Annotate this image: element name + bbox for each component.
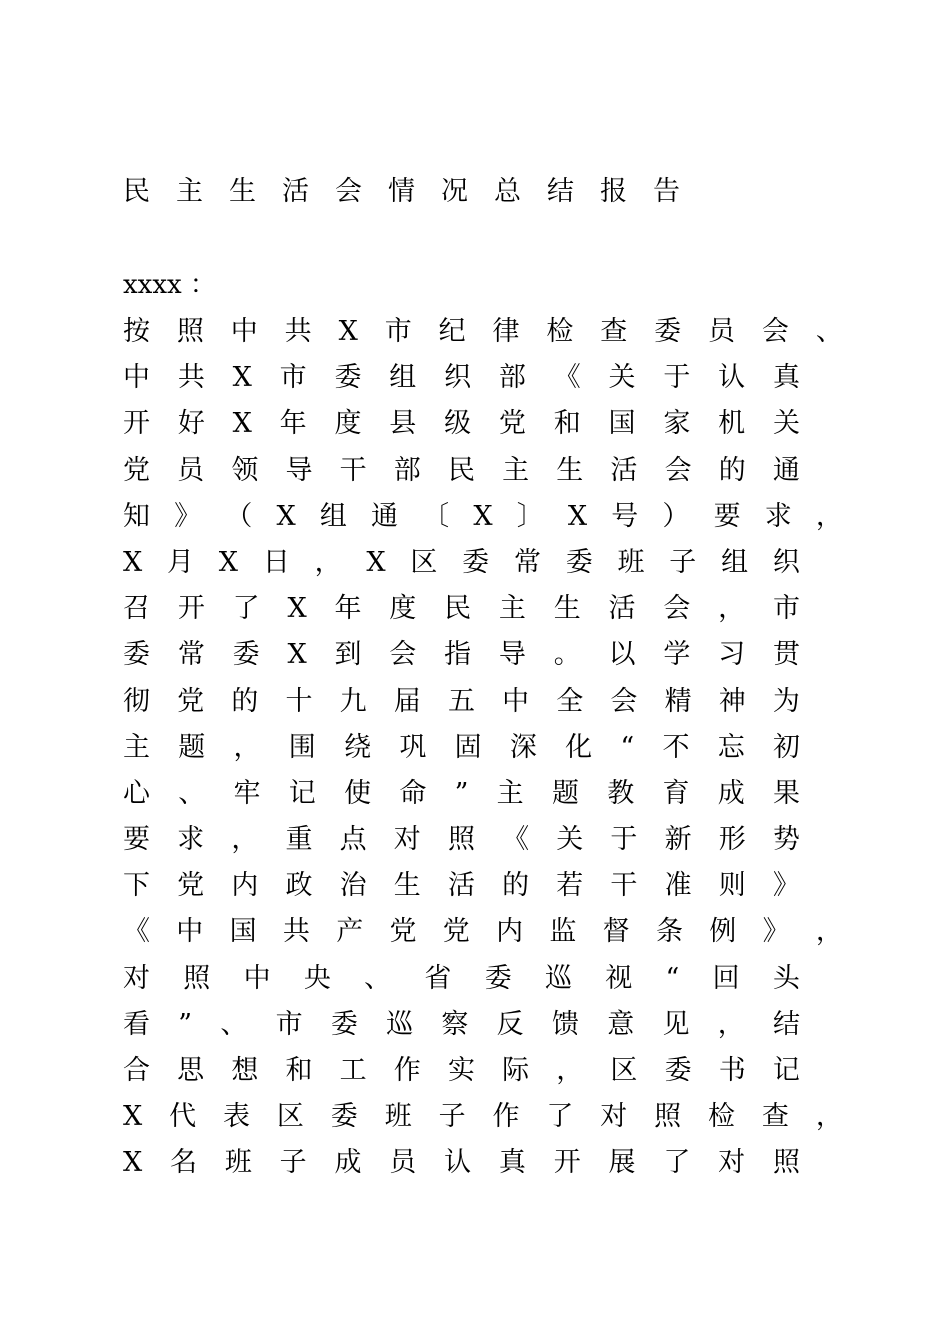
body-char: 导: [285, 454, 313, 486]
body-char: 题: [178, 731, 206, 763]
body-char: 省: [424, 962, 452, 994]
body-char: 国: [229, 916, 257, 948]
body-char: 检: [708, 1101, 736, 1133]
body-char: 。: [553, 639, 581, 671]
body-char: 真: [772, 362, 800, 394]
body-char: 班: [224, 1147, 252, 1179]
body-char: 主: [123, 731, 150, 763]
body-char: 开: [177, 593, 205, 625]
body-char: 内: [496, 916, 524, 948]
body-char: 的: [231, 685, 259, 717]
body-char: 共: [177, 362, 205, 394]
body-char: 内: [231, 870, 259, 902]
body-char: 主: [498, 593, 526, 625]
body-char: 共: [282, 916, 310, 948]
body-char: 委: [484, 962, 512, 994]
body-char: 委: [334, 362, 362, 394]
body-char: 对: [718, 1147, 746, 1179]
body-line: [123, 494, 843, 540]
body-char: 党: [177, 870, 205, 902]
body-char: 《: [123, 916, 150, 948]
body-char: 组: [721, 546, 749, 578]
body-char: 会: [663, 593, 691, 625]
body-char: 实: [447, 1055, 475, 1086]
body-char: 家: [663, 408, 691, 440]
body-char: 想: [231, 1055, 259, 1086]
body-char: 思: [177, 1055, 205, 1086]
body-char: 组: [389, 362, 417, 394]
body-line: [123, 725, 800, 771]
body-char: 视: [605, 962, 633, 994]
body-char: 精: [664, 685, 692, 717]
body-char: 会: [761, 316, 789, 347]
body-char: X: [287, 639, 307, 671]
body-char: 书: [718, 1055, 746, 1086]
body-char: 的: [502, 870, 530, 902]
body-char: 班: [617, 546, 645, 578]
body-char: 国: [608, 408, 636, 440]
body-char: 督: [602, 916, 630, 948]
body-line: [123, 1002, 800, 1048]
body-char: 委: [330, 1008, 358, 1040]
body-char: 中: [176, 916, 204, 948]
body-char: X: [366, 546, 386, 578]
body-char: 生: [553, 593, 581, 625]
body-char: 展: [608, 1147, 636, 1179]
body-line: [123, 1048, 800, 1094]
body-line: [123, 771, 800, 817]
body-line: [123, 355, 800, 401]
body-char: X: [567, 500, 588, 532]
body-char: 党: [498, 408, 526, 440]
body-line: [123, 448, 800, 494]
body-char: 市: [772, 593, 800, 625]
body-char: X: [123, 1101, 143, 1133]
body-char: 要: [713, 500, 741, 532]
body-char: 合: [123, 1055, 150, 1086]
body-char: 召: [123, 593, 150, 625]
body-char: 五: [447, 685, 475, 717]
body-char: X: [232, 408, 252, 440]
body-char: 民: [447, 454, 475, 486]
body-char: 、: [220, 1008, 248, 1040]
body-char: 关: [556, 824, 584, 856]
body-char: 导: [498, 639, 526, 671]
body-char: 市: [275, 1008, 303, 1040]
body-char: 中: [502, 685, 530, 717]
body-char: 活: [447, 870, 475, 902]
body-char: 作: [492, 1101, 520, 1133]
body-char: 照: [654, 1101, 682, 1133]
body-char: 会: [389, 639, 417, 671]
body-char: 习: [718, 639, 746, 671]
body-char: 为: [772, 685, 800, 717]
body-char: 员: [389, 1147, 417, 1179]
body-char: 到: [334, 639, 362, 671]
body-char: 深: [509, 731, 537, 763]
body-char: 班: [384, 1101, 412, 1133]
body-char: 届: [393, 685, 421, 717]
body-char: 以: [608, 639, 636, 671]
body-char: 子: [669, 546, 697, 578]
body-char: 纪: [438, 316, 466, 347]
body-char: X: [218, 546, 239, 578]
body-char: 果: [773, 777, 800, 809]
body-char: ，: [231, 824, 259, 856]
body-char: 际: [502, 1055, 530, 1086]
body-char: ）: [662, 500, 690, 532]
body-char: 》: [174, 500, 202, 532]
body-char: 子: [279, 1147, 307, 1179]
body-char: 忘: [717, 731, 745, 763]
body-char: 对: [393, 824, 421, 856]
body-char: 区: [276, 1101, 304, 1133]
body-char: 结: [773, 1008, 800, 1040]
body-char: 《: [502, 824, 530, 856]
body-char: 神: [718, 685, 746, 717]
body-char: 号: [611, 500, 639, 532]
body-char: 围: [288, 731, 316, 763]
body-char: 初: [773, 731, 800, 763]
body-char: 委: [123, 639, 150, 671]
body-char: 区: [610, 1055, 638, 1086]
body-line: [123, 679, 800, 725]
body-char: 全: [556, 685, 584, 717]
body-char: 于: [610, 824, 638, 856]
body-char: 代: [169, 1101, 197, 1133]
body-char: 九: [339, 685, 367, 717]
body-char: 日: [262, 546, 290, 578]
body-char: 民: [444, 593, 472, 625]
body-char: 准: [664, 870, 692, 902]
body-char: 中: [123, 362, 150, 394]
body-char: 央: [303, 962, 331, 994]
body-char: ，: [556, 1055, 584, 1086]
body-char: 机: [718, 408, 746, 440]
body-char: 政: [285, 870, 313, 902]
body-char: 常: [513, 546, 541, 578]
body-char: X: [287, 593, 307, 625]
body-char: 了: [546, 1101, 574, 1133]
body-char: 照: [183, 962, 211, 994]
body-char: 巡: [386, 1008, 414, 1040]
body-line: [123, 586, 800, 632]
body-char: 重: [285, 824, 313, 856]
body-char: 区: [410, 546, 438, 578]
body-char: ”: [454, 777, 469, 809]
body-char: 委: [330, 1101, 358, 1133]
body-char: 学: [663, 639, 691, 671]
body-char: 使: [344, 777, 372, 809]
body-char: 彻: [123, 685, 150, 717]
body-char: 照: [176, 316, 204, 347]
body-char: 会: [664, 454, 692, 486]
body-char: 主: [502, 454, 530, 486]
body-line: [123, 1094, 843, 1140]
body-char: 真: [498, 1147, 526, 1179]
body-char: 对: [600, 1101, 628, 1133]
body-char: 记: [288, 777, 316, 809]
body-char: 表: [223, 1101, 251, 1133]
body-char: 年: [334, 593, 362, 625]
body-char: 织: [444, 362, 472, 394]
body-char: 员: [177, 454, 205, 486]
body-line: [123, 817, 800, 863]
body-char: 固: [454, 731, 482, 763]
body-char: 党: [123, 454, 150, 486]
body-char: 心: [123, 777, 150, 809]
body-char: 产: [336, 916, 364, 948]
body-char: 求: [764, 500, 792, 532]
body-char: 党: [442, 916, 470, 948]
body-char: 党: [389, 916, 417, 948]
body-char: ，: [718, 593, 746, 625]
body-char: 开: [123, 408, 150, 440]
body-char: 认: [444, 1147, 472, 1179]
body-char: 条: [655, 916, 683, 948]
body-char: 求: [177, 824, 205, 856]
body-char: 成: [334, 1147, 362, 1179]
body-char: 按: [123, 316, 150, 347]
body-char: 巩: [399, 731, 427, 763]
body-char: 新: [664, 824, 692, 856]
body-char: 〕: [516, 500, 544, 532]
body-char: 市: [279, 362, 307, 394]
body-char: 见: [662, 1008, 690, 1040]
body-char: 十: [285, 685, 313, 717]
body-char: 活: [610, 454, 638, 486]
body-char: 度: [389, 593, 417, 625]
body-char: 好: [177, 408, 205, 440]
body-char: 级: [444, 408, 472, 440]
body-char: 中: [230, 316, 258, 347]
body-char: 看: [123, 1008, 150, 1040]
body-char: 反: [496, 1008, 524, 1040]
body-char: 了: [232, 593, 260, 625]
body-line: [123, 401, 800, 447]
body-char: 、: [815, 316, 843, 347]
body-char: 牢: [233, 777, 261, 809]
body-char: 的: [718, 454, 746, 486]
body-char: 、: [364, 962, 392, 994]
body-char: 则: [718, 870, 746, 902]
body-char: 度: [334, 408, 362, 440]
body-char: 中: [243, 962, 271, 994]
body-char: 例: [709, 916, 737, 948]
body-line: [123, 863, 800, 909]
body-char: 市: [384, 316, 412, 347]
body-char: 生: [556, 454, 584, 486]
body-char: 和: [285, 1055, 313, 1086]
body-char: 干: [339, 454, 367, 486]
body-char: X: [123, 546, 143, 578]
body-char: 治: [339, 870, 367, 902]
body-char: 知: [123, 500, 150, 532]
body-line: [123, 1140, 800, 1186]
body-line: [123, 632, 800, 678]
body-char: 查: [600, 316, 628, 347]
body-char: 生: [393, 870, 421, 902]
body-char: 不: [662, 731, 690, 763]
body-char: X: [276, 500, 296, 532]
body-char: 巡: [544, 962, 572, 994]
body-char: ，: [233, 731, 261, 763]
body-char: 照: [772, 1147, 800, 1179]
body-char: 对: [123, 962, 150, 994]
body-char: 势: [772, 824, 800, 856]
body-char: 形: [718, 824, 746, 856]
body-char: 教: [607, 777, 635, 809]
body-char: 照: [447, 824, 475, 856]
body-char: 馈: [551, 1008, 579, 1040]
body-char: 化: [565, 731, 593, 763]
body-char: 要: [123, 824, 150, 856]
body-line: [123, 309, 843, 355]
body-char: 察: [441, 1008, 469, 1040]
body-char: 关: [608, 362, 636, 394]
body-char: 命: [399, 777, 427, 809]
body-char: 头: [772, 962, 800, 994]
body-line: [123, 540, 800, 586]
body-char: （: [225, 500, 253, 532]
body-char: X: [338, 316, 358, 347]
body-char: ，: [815, 1101, 843, 1133]
body-char: 认: [718, 362, 746, 394]
body-char: 委: [232, 639, 260, 671]
body-char: 》: [762, 916, 790, 948]
body-char: 年: [279, 408, 307, 440]
body-char: 回: [712, 962, 740, 994]
body-char: X: [123, 1147, 143, 1179]
body-char: 和: [553, 408, 581, 440]
body-char: 委: [565, 546, 593, 578]
body-char: 》: [772, 870, 800, 902]
body-char: 领: [231, 454, 259, 486]
document-title: 民主生活会情况总结报告: [123, 176, 706, 207]
body-char: 委: [664, 1055, 692, 1086]
body-char: 〔: [422, 500, 450, 532]
body-char: 活: [608, 593, 636, 625]
body-char: 开: [553, 1147, 581, 1179]
body-char: 县: [389, 408, 417, 440]
body-char: 监: [549, 916, 577, 948]
body-char: 月: [167, 546, 195, 578]
body-char: 检: [546, 316, 574, 347]
body-char: 查: [761, 1101, 789, 1133]
body-char: “: [620, 731, 635, 763]
body-char: 组: [319, 500, 347, 532]
body-char: 若: [556, 870, 584, 902]
body-char: ，: [815, 500, 843, 532]
body-char: 员: [708, 316, 736, 347]
body-text: [123, 309, 843, 1187]
body-char: 作: [393, 1055, 421, 1086]
body-char: 子: [438, 1101, 466, 1133]
body-char: 名: [170, 1147, 198, 1179]
body-char: 委: [654, 316, 682, 347]
body-char: 关: [772, 408, 800, 440]
body-char: ，: [815, 916, 843, 948]
body-char: 律: [492, 316, 520, 347]
body-char: 意: [607, 1008, 635, 1040]
body-char: 工: [339, 1055, 367, 1086]
body-char: X: [232, 362, 252, 394]
body-char: 干: [610, 870, 638, 902]
body-char: 下: [123, 870, 150, 902]
body-char: ”: [178, 1008, 193, 1040]
body-char: 记: [772, 1055, 800, 1086]
body-char: ，: [314, 546, 342, 578]
body-char: 点: [339, 824, 367, 856]
body-char: ，: [717, 1008, 745, 1040]
body-char: 题: [551, 777, 579, 809]
body-char: 绕: [344, 731, 372, 763]
body-char: 于: [663, 362, 691, 394]
body-char: 会: [610, 685, 638, 717]
body-char: 委: [462, 546, 490, 578]
body-char: “: [665, 962, 680, 994]
body-char: 共: [284, 316, 312, 347]
body-char: 了: [663, 1147, 691, 1179]
body-char: 指: [444, 639, 472, 671]
body-char: 贯: [772, 639, 800, 671]
body-char: 常: [177, 639, 205, 671]
body-char: 织: [772, 546, 800, 578]
body-char: 成: [717, 777, 745, 809]
body-char: 部: [393, 454, 421, 486]
body-char: 《: [553, 362, 581, 394]
body-char: 部: [498, 362, 526, 394]
body-char: 党: [177, 685, 205, 717]
body-char: X: [473, 500, 493, 532]
salutation: xxxx ：: [123, 270, 216, 300]
body-line: [123, 956, 800, 1002]
body-char: 通: [772, 454, 800, 486]
body-line: [123, 909, 843, 955]
body-char: 、: [178, 777, 206, 809]
body-char: 通: [371, 500, 399, 532]
body-char: 育: [662, 777, 690, 809]
body-char: 主: [496, 777, 524, 809]
